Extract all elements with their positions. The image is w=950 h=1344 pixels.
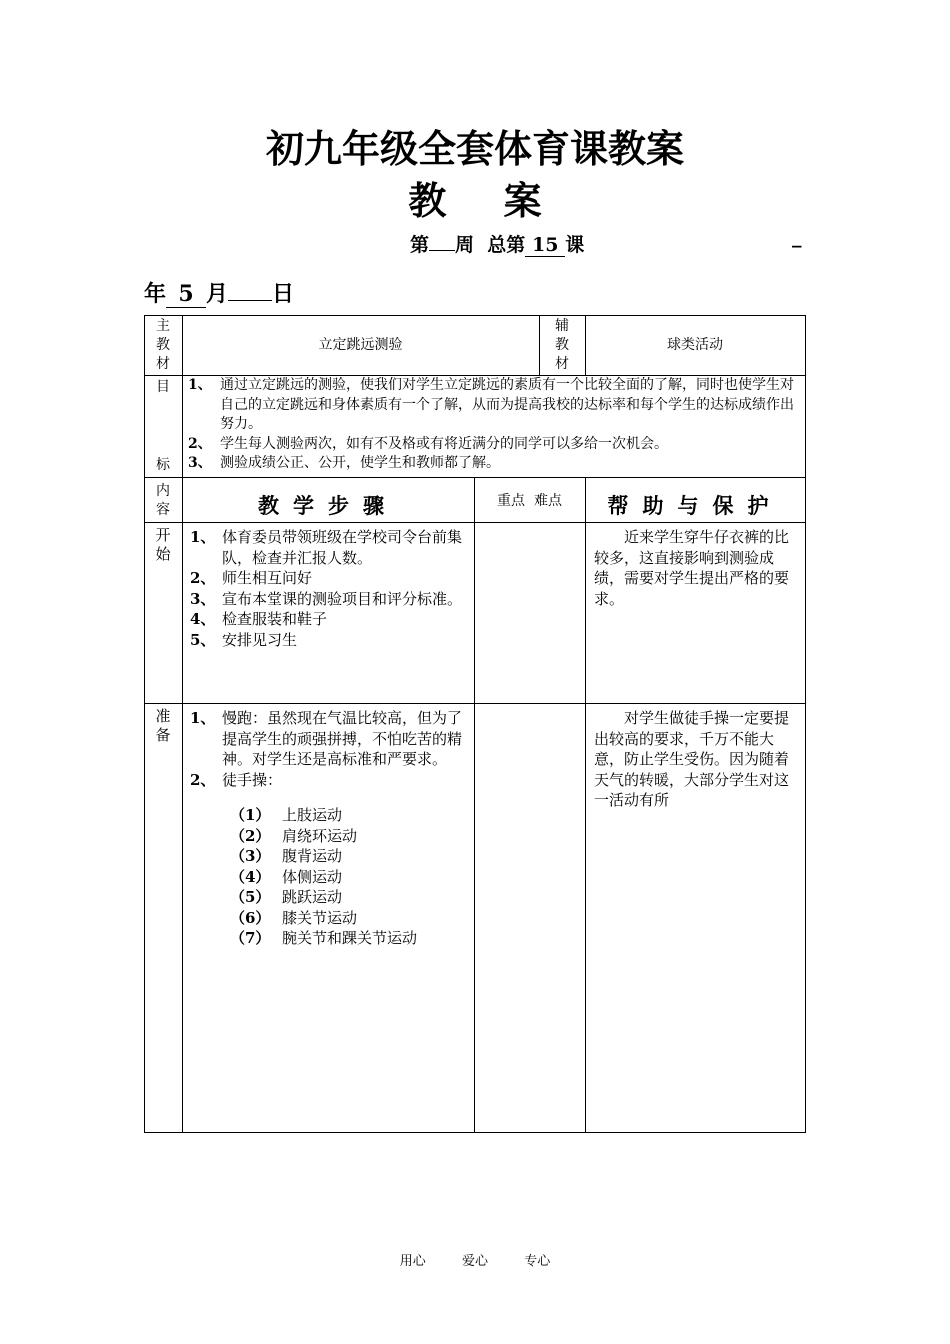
- start-step-text: 师生相互问好: [222, 569, 313, 587]
- goal-item: [188, 376, 802, 435]
- prep-sub-step-text: 腕关节和踝关节运动: [282, 929, 418, 947]
- start-step: [190, 630, 472, 651]
- prep-sub-step-text: 跳跃运动: [282, 888, 343, 906]
- lesson-suffix: 课: [565, 234, 585, 256]
- table-divider: [144, 477, 806, 478]
- start-steps: [190, 527, 472, 650]
- lesson-table: [144, 315, 806, 1133]
- prep-step-number: 1、: [190, 709, 216, 727]
- prep-sub-step: [230, 805, 470, 826]
- prep-sub-step-number: （1）: [230, 806, 271, 824]
- table-divider: [144, 703, 806, 704]
- start-step: [190, 589, 472, 610]
- start-step-text: 体育委员带领班级在学校司令台前集队，检查并汇报人数。: [222, 528, 463, 567]
- prep-sub-step: [230, 846, 470, 867]
- table-divider: [182, 315, 183, 1133]
- steps-header: 教学步骤: [258, 493, 398, 518]
- prep-sub-step: [230, 867, 470, 888]
- prep-steps: [190, 708, 472, 790]
- prep-sub-step-text: 膝关节运动: [282, 908, 358, 927]
- goals-label-top: 目: [156, 379, 170, 395]
- page-title: 初九年级全套体育课教案: [265, 126, 684, 171]
- main-material-label: 主教材: [156, 318, 170, 372]
- prep-sub-step-number: （5）: [230, 888, 271, 906]
- week-prefix: 第: [410, 234, 430, 256]
- start-step-number: 4、: [190, 610, 216, 628]
- prep-sub-step-text: 上肢运动: [282, 806, 343, 824]
- goal-item-number: 2、: [188, 435, 212, 452]
- table-border: [805, 315, 806, 1133]
- table-divider: [585, 477, 586, 1133]
- page-subtitle: 教 案: [408, 178, 564, 223]
- goals-label-bottom: 标: [156, 457, 170, 473]
- year-label: 年: [144, 281, 167, 307]
- start-step-text: 宣布本堂课的测验项目和评分标准。: [222, 589, 463, 608]
- prep-step: [190, 708, 472, 770]
- goal-item-text: 测验成绩公正、公开，使学生和教师都了解。: [220, 455, 500, 471]
- start-step-number: 5、: [190, 630, 216, 649]
- prep-sub-steps: [230, 805, 470, 949]
- goal-item: [188, 454, 802, 474]
- keys-header: 重点 难点: [497, 493, 562, 509]
- prep-sub-step-number: （6）: [230, 908, 271, 927]
- prep-sub-step: [230, 887, 470, 908]
- prep-step-text: 慢跑：虽然现在气温比较高，但为了提高学生的顽强拼搏，不怕吃苦的精神。对学生还是高标准和严要求。: [222, 709, 463, 768]
- prep-sub-step: [230, 826, 470, 847]
- prep-sub-step-text: 腹背运动: [282, 847, 343, 865]
- prep-sub-step: [230, 928, 470, 949]
- start-step-number: 3、: [190, 589, 216, 608]
- aux-material-label: 辅教材: [555, 318, 569, 372]
- table-divider: [474, 477, 475, 1133]
- goal-item-text: 学生每人测验两次，如有不及格或有将近满分的同学可以多给一次机会。: [220, 435, 668, 452]
- date-line: [144, 277, 294, 308]
- footer-slogan: 用心 爱心 专心: [399, 1254, 551, 1269]
- table-border: [144, 315, 806, 316]
- header-dash: _: [792, 226, 802, 248]
- prep-step-number: 2、: [190, 770, 216, 789]
- month-label: 月: [206, 281, 229, 307]
- aux-material: 球类活动: [667, 337, 723, 353]
- start-help: 近来学生穿牛仔衣裤的比较多，这直接影响到测验成绩，需要对学生提出严格的要求。: [594, 528, 790, 608]
- goal-item: [188, 435, 802, 455]
- lesson-number: 15: [525, 234, 565, 257]
- goal-item-number: 3、: [188, 455, 212, 471]
- goal-item-text: 通过立定跳远的测验，使我们对学生立定跳远的素质有一个比较全面的了解，同时也使学生对自己的立定跳远和身体素质有一个了解，从而为提高我校的达标率和每个学生的达标成绩作出努力。: [220, 377, 794, 432]
- goal-item-number: 1、: [188, 377, 212, 393]
- content-label: 内容: [156, 483, 170, 518]
- table-divider: [144, 522, 806, 523]
- start-step-number: 2、: [190, 569, 216, 587]
- start-step-number: 1、: [190, 528, 216, 546]
- prep-step-text: 徒手操：: [222, 770, 283, 789]
- day-label: 日: [272, 281, 295, 307]
- prep-label: 准备: [155, 707, 171, 744]
- week-value: [429, 250, 455, 251]
- start-step: [190, 568, 472, 589]
- main-material: 立定跳远测验: [318, 337, 403, 353]
- prep-sub-step-number: （4）: [230, 867, 271, 886]
- start-step-text: 安排见习生: [222, 630, 298, 649]
- start-step-text: 检查服装和鞋子: [222, 610, 328, 628]
- help-header: 帮助与保护: [607, 493, 783, 518]
- prep-sub-step: [230, 908, 470, 929]
- table-border: [144, 1132, 806, 1133]
- prep-sub-step-number: （2）: [230, 826, 271, 845]
- week-lesson-line: [410, 230, 584, 257]
- prep-sub-step-number: （3）: [230, 847, 271, 865]
- start-step: [190, 609, 472, 630]
- start-step: [190, 527, 472, 568]
- start-label: 开始: [155, 526, 171, 563]
- prep-sub-step-text: 肩绕环运动: [282, 826, 358, 845]
- prep-help: 对学生做徒手操一定要提出较高的要求，千万不能大意，防止学生受伤。因为随着天气的转暖，大部分学生对这一活动有所: [594, 709, 790, 809]
- prep-sub-step-text: 体侧运动: [282, 867, 343, 886]
- day-value: [228, 300, 272, 301]
- prep-sub-step-number: （7）: [230, 929, 271, 947]
- goals-list: [188, 376, 802, 474]
- prep-step: [190, 770, 472, 791]
- month-value: 5: [166, 281, 206, 308]
- week-suffix: 周 总第: [455, 234, 526, 256]
